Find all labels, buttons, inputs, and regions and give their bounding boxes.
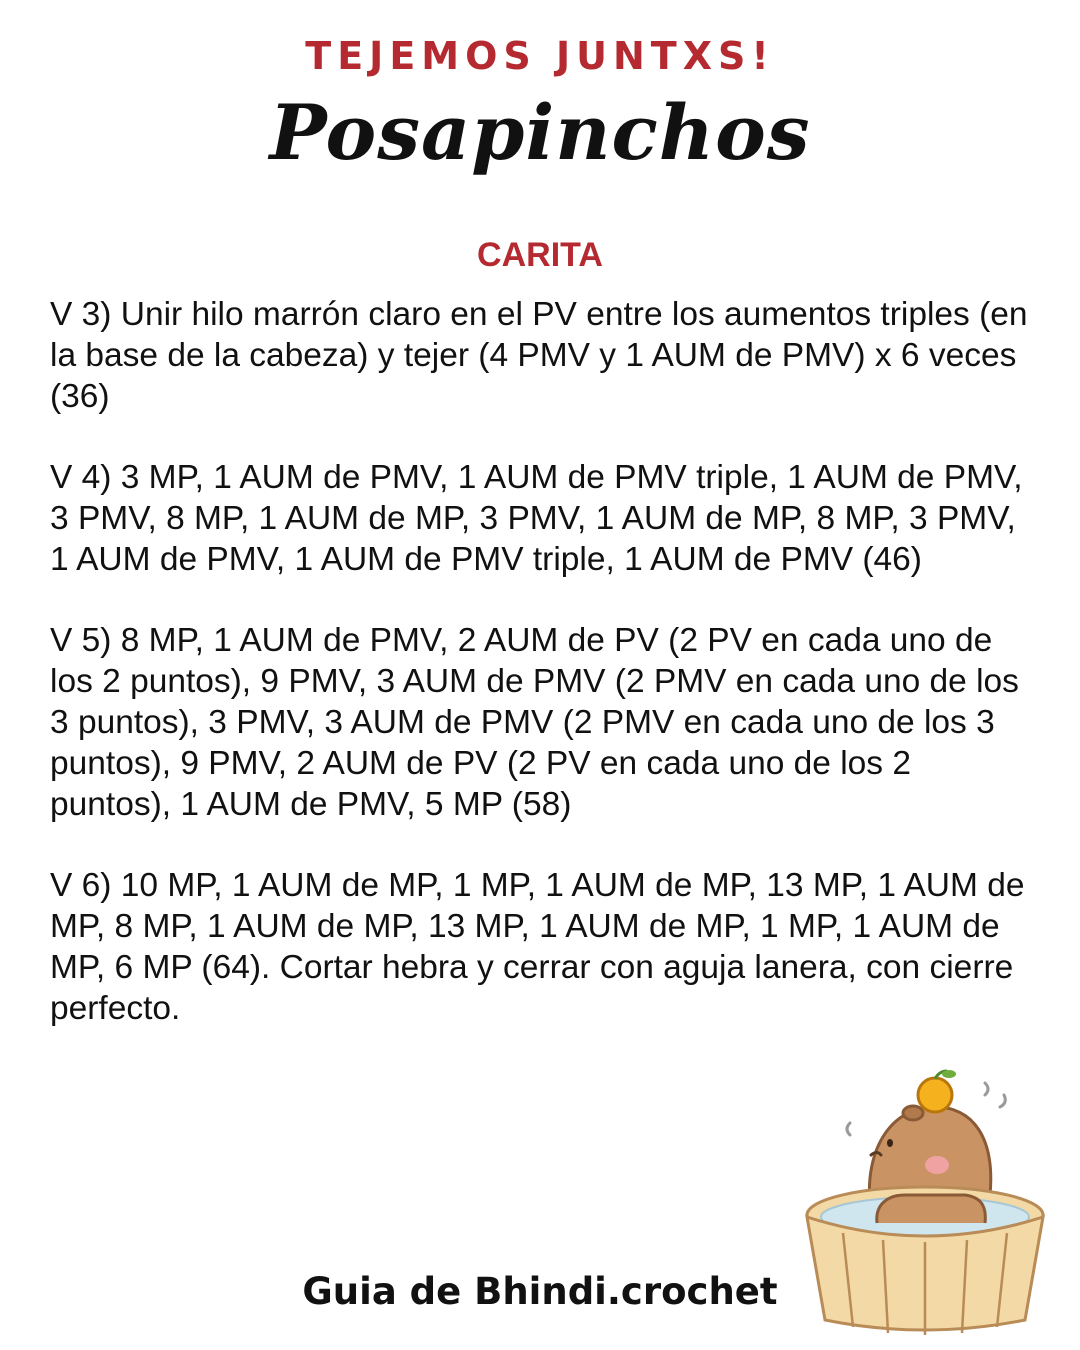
round-5-instruction: V 5) 8 MP, 1 AUM de PMV, 2 AUM de PV (2 PV en cada uno de los 2 puntos), 9 PMV, 3 AUM de PMV (2 PMV en cada uno de los 3 puntos), 3 PMV, 3 AUM de PMV (2 PMV en cada uno de los 3 puntos), 9 PMV, 2 AUM de PV (2 PV en cada uno de los 2 puntos), 1 AUM de PMV, 5 MP (58) [50,622,1019,823]
round-6-instruction: V 6) 10 MP, 1 AUM de MP, 1 MP, 1 AUM de MP, 13 MP, 1 AUM de MP, 8 MP, 1 AUM de MP, 13 MP, 1 AUM de MP, 1 MP, 1 AUM de MP, 6 MP (64). Cortar hebra y cerrar con aguja lanera, con cierre perfecto. [50,867,1025,1027]
capybara-bath-illustration [795,1065,1055,1335]
section-title: CARITA [477,236,603,274]
round-3-instruction: V 3) Unir hilo marrón claro en el PV entre los aumentos triples (en la base de la cabeza) y tejer (4 PMV y 1 AUM de PMV) x 6 veces (36) [50,296,1028,415]
footer-credit: Guia de Bhindi.crochet [302,1270,778,1313]
header-kicker: TEJEMOS JUNTXS! [305,34,775,78]
page-title: Posapinchos [269,88,811,177]
orange-on-head [918,1078,952,1112]
instructions-list [50,294,1040,1069]
wooden-tub [807,1187,1043,1335]
round-4-instruction: V 4) 3 MP, 1 AUM de PMV, 1 AUM de PMV triple, 1 AUM de PMV, 3 PMV, 8 MP, 1 AUM de MP, 3 PMV, 1 AUM de MP, 8 MP, 3 PMV, 1 AUM de PMV, 1 AUM de PMV triple, 1 AUM de PMV (46) [50,459,1023,578]
